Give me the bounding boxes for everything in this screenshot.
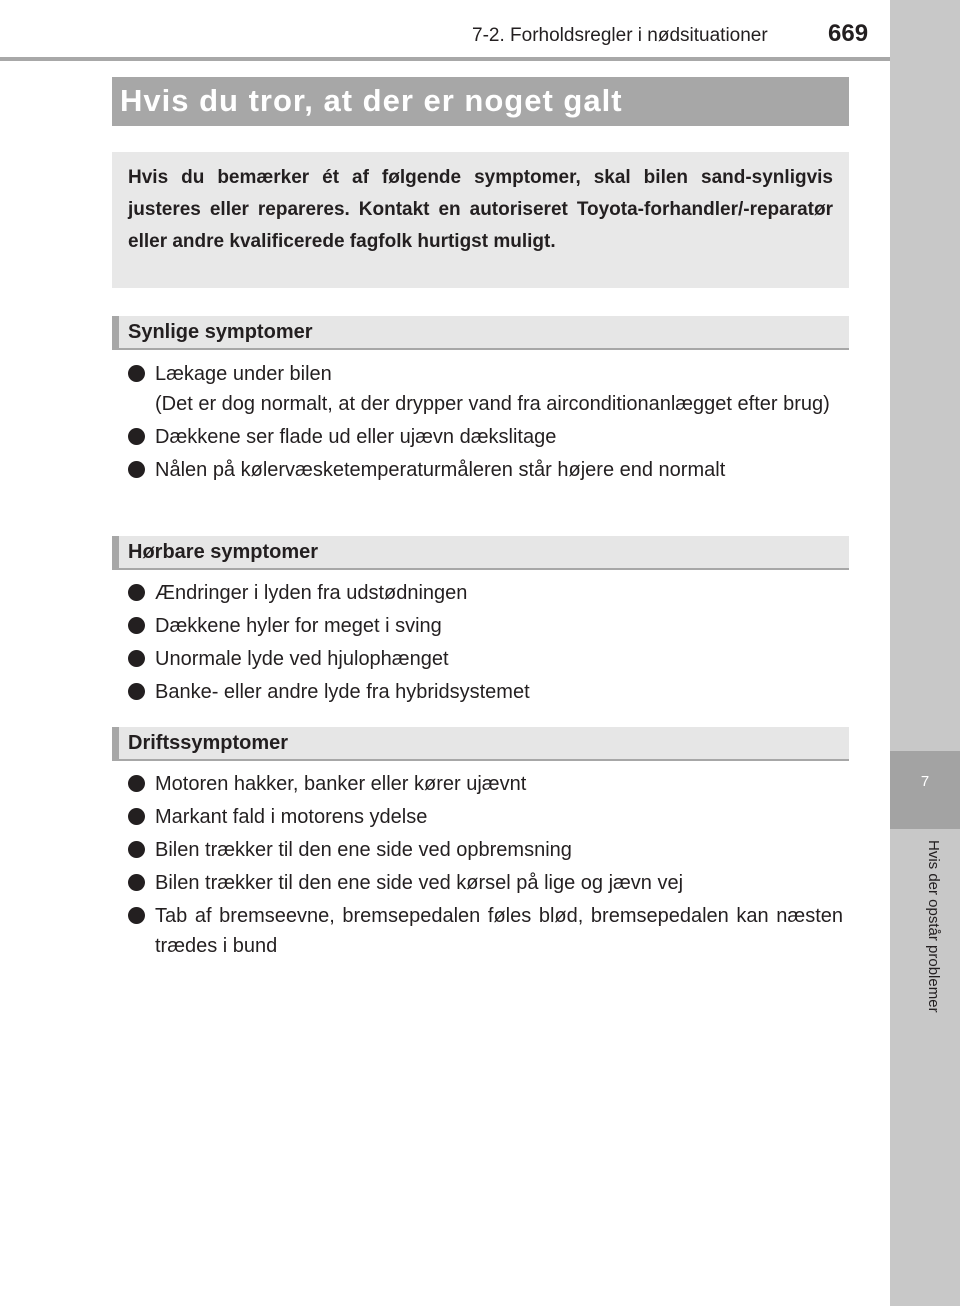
- list-item: [128, 868, 843, 898]
- list-item-text: Tab af bremseevne, bremsepedalen føles blød, bremsepedalen kan næsten trædes i bund: [155, 905, 843, 957]
- list-item-text: Bilen trækker til den ene side ved kørsel på lige og jævn vej: [155, 872, 684, 894]
- list-item-text: Motoren hakker, banker eller kører ujævnt: [155, 773, 527, 795]
- bullet-icon: [128, 650, 145, 667]
- list-item: [128, 677, 843, 707]
- list-visible-symptoms: [128, 359, 843, 488]
- list-item-text: Dækkene hyler for meget i sving: [155, 615, 442, 637]
- bullet-icon: [128, 775, 145, 792]
- list-item-text: Nålen på kølervæsketemperaturmåleren står højere end normalt: [155, 459, 726, 481]
- bullet-icon: [128, 428, 145, 445]
- chapter-title-vertical: Hvis der opstår problemer: [925, 840, 942, 1013]
- list-item: [128, 578, 843, 608]
- list-item: [128, 611, 843, 641]
- intro-box: Hvis du bemærker ét af følgende symptomer, skal bilen sand-synligvis justeres eller repareres. Kontakt en autoriseret Toyota-forhandler/-reparatør eller andre kvalificerede fagfolk hurtigst muligt.: [112, 152, 849, 288]
- list-item: [128, 835, 843, 865]
- list-operational-symptoms: [128, 769, 843, 964]
- list-item: [128, 644, 843, 674]
- section-heading-operational: Driftssymptomer: [112, 727, 849, 761]
- list-item: [128, 802, 843, 832]
- header-section-title: 7-2. Forholdsregler i nødsituationer: [472, 25, 768, 46]
- chapter-side-strip: [890, 0, 960, 1306]
- list-item-text: Unormale lyde ved hjulophænget: [155, 648, 449, 670]
- bullet-icon: [128, 683, 145, 700]
- list-item-text: Ændringer i lyden fra udstødningen: [155, 582, 468, 604]
- list-item: [128, 359, 843, 419]
- list-item-note: (Det er dog normalt, at der drypper vand fra airconditionanlægget efter brug): [155, 393, 830, 415]
- list-item: [128, 422, 843, 452]
- list-item-text: Dækkene ser flade ud eller ujævn dækslitage: [155, 426, 557, 448]
- bullet-icon: [128, 841, 145, 858]
- bullet-icon: [128, 365, 145, 382]
- chapter-number-tab: 7: [890, 751, 960, 829]
- bullet-icon: [128, 907, 145, 924]
- page-title: Hvis du tror, at der er noget galt: [112, 77, 849, 126]
- header-rule: [0, 57, 890, 61]
- list-item-text: Markant fald i motorens ydelse: [155, 806, 428, 828]
- list-item-text: Lækage under bilen: [155, 363, 332, 385]
- list-item: [128, 901, 843, 961]
- list-item-text: Banke- eller andre lyde fra hybridsystemet: [155, 681, 530, 703]
- bullet-icon: [128, 874, 145, 891]
- list-item: [128, 455, 843, 485]
- bullet-icon: [128, 808, 145, 825]
- section-heading-visible: Synlige symptomer: [112, 316, 849, 350]
- bullet-icon: [128, 584, 145, 601]
- bullet-icon: [128, 617, 145, 634]
- list-audible-symptoms: [128, 578, 843, 710]
- list-item: [128, 769, 843, 799]
- page-number: 669: [828, 20, 869, 47]
- bullet-icon: [128, 461, 145, 478]
- list-item-text: Bilen trækker til den ene side ved opbremsning: [155, 839, 572, 861]
- section-heading-audible: Hørbare symptomer: [112, 536, 849, 570]
